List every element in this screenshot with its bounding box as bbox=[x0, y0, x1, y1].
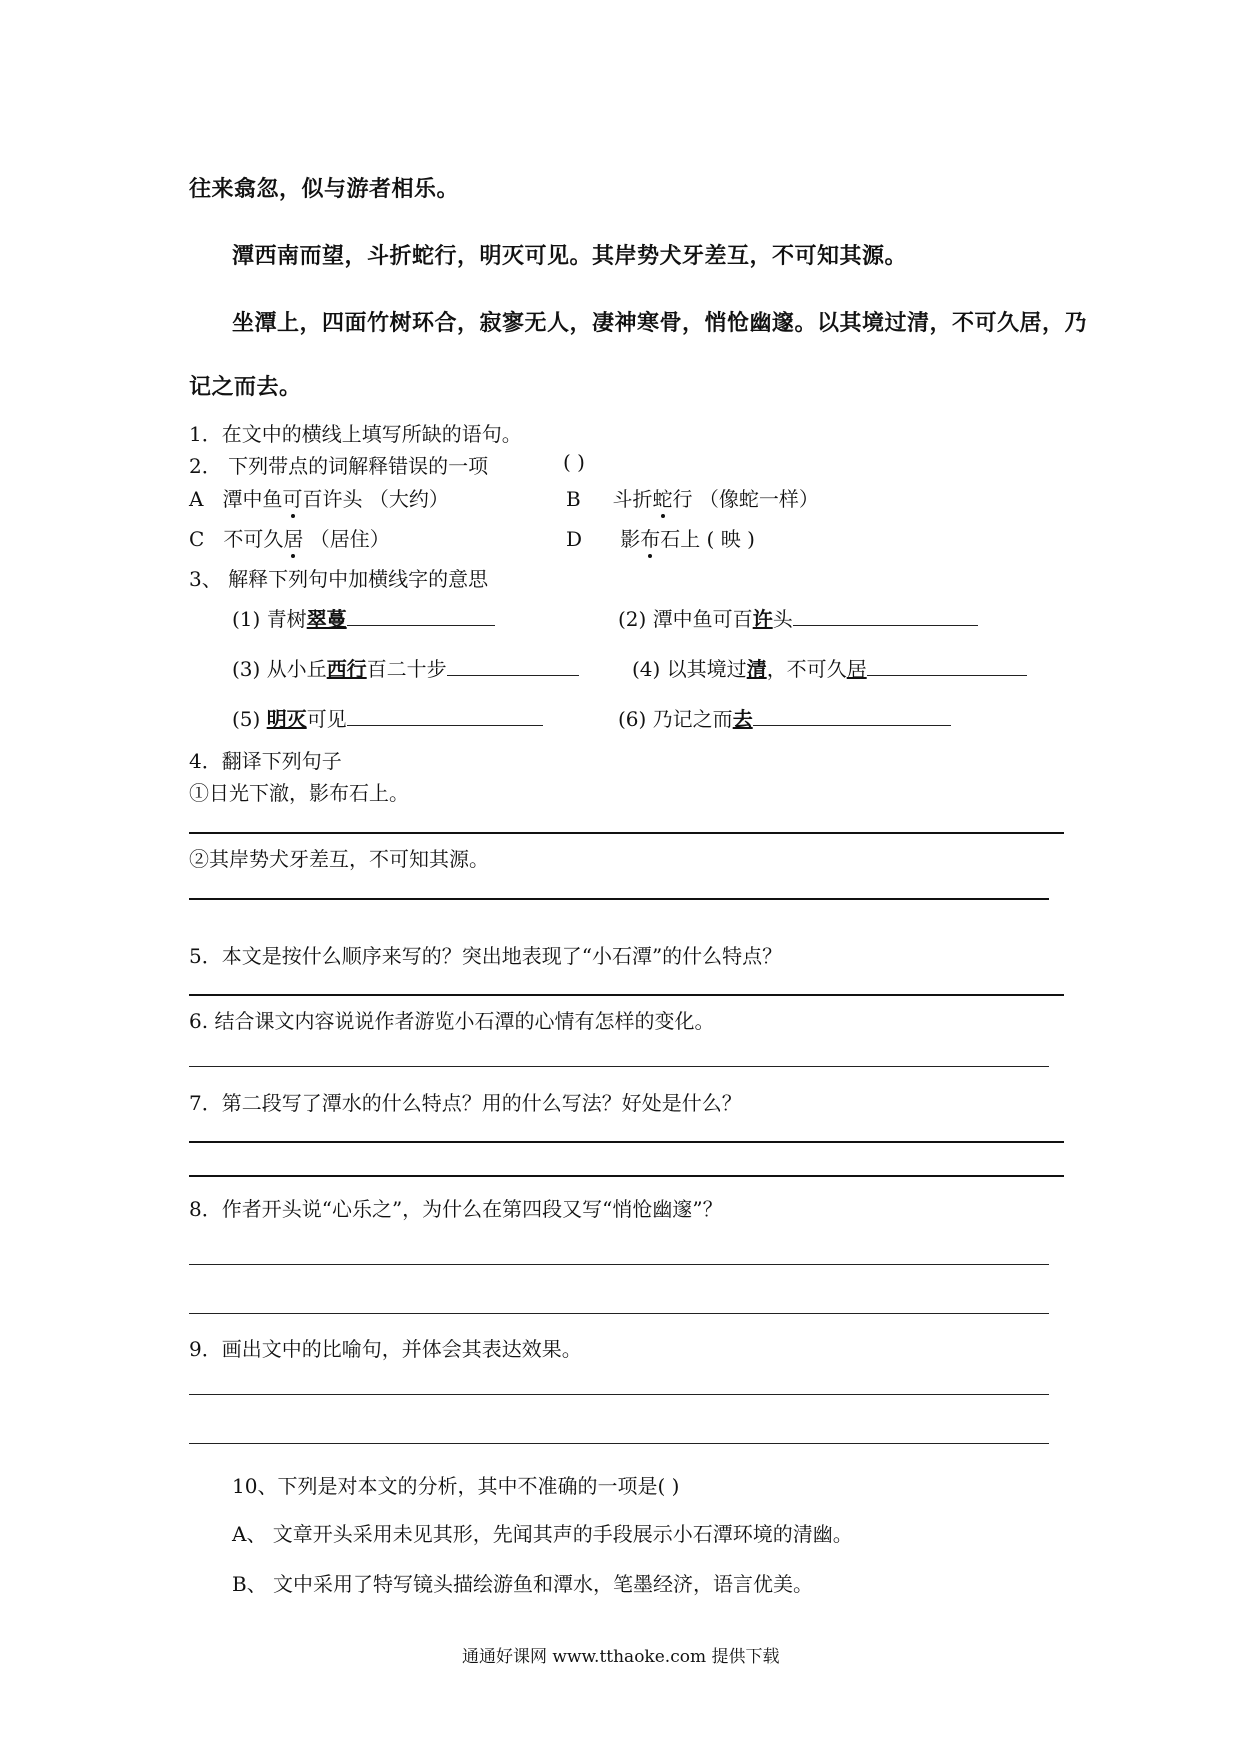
answer-blank[interactable] bbox=[347, 707, 543, 726]
option-text: 行 （像蛇一样） bbox=[672, 487, 819, 511]
question-2-stem: 2． 下列带点的词解释错误的一项 bbox=[189, 454, 489, 478]
option-d bbox=[566, 523, 755, 552]
dotted-word: 可 bbox=[282, 487, 303, 511]
item-text: 百二十步 bbox=[366, 657, 447, 681]
question-4-stem: 4．翻译下列句子 bbox=[189, 749, 342, 773]
answer-line[interactable] bbox=[189, 1313, 1049, 1314]
answer-line[interactable] bbox=[189, 1141, 1064, 1143]
answer-line[interactable] bbox=[189, 1066, 1049, 1067]
answer-blank[interactable] bbox=[347, 607, 495, 626]
question-9: 9．画出文中的比喻句，并体会其表达效果。 bbox=[189, 1337, 582, 1361]
item-text: ，不可久 bbox=[766, 657, 847, 681]
option-label: C bbox=[189, 527, 205, 551]
option-text: 不可久 bbox=[223, 527, 284, 551]
translate-sentence-2: ②其岸势犬牙差互，不可知其源。 bbox=[189, 847, 489, 871]
answer-blank[interactable] bbox=[447, 657, 579, 676]
dotted-word: 布 bbox=[640, 527, 661, 551]
passage-paragraph: 潭西南而望，斗折蛇行，明灭可见。其岸势犬牙差互，不可知其源。 bbox=[232, 244, 908, 269]
underlined-word: 清 bbox=[746, 657, 767, 681]
question-7: 7．第二段写了潭水的什么特点？用的什么写法？好处是什么？ bbox=[189, 1091, 742, 1115]
option-text: 潭中鱼 bbox=[222, 487, 283, 511]
question-1: 1．在文中的横线上填写所缺的语句。 bbox=[189, 422, 522, 446]
underlined-word: 许 bbox=[752, 607, 773, 631]
question-8: 8．作者开头说“心乐之”，为什么在第四段又写“悄怆幽邃”？ bbox=[189, 1197, 723, 1221]
answer-paren: ( ) bbox=[563, 450, 585, 474]
dotted-word: 蛇 bbox=[652, 487, 673, 511]
underlined-word: 西行 bbox=[326, 657, 367, 681]
option-label: B bbox=[566, 487, 581, 511]
question-3-stem: 3、 解释下列句中加横线字的意思 bbox=[189, 567, 489, 591]
q3-item-1 bbox=[232, 603, 495, 632]
q3-item-4 bbox=[632, 653, 1027, 682]
q10-option-a: A、 文章开头采用未见其形，先闻其声的手段展示小石潭环境的清幽。 bbox=[232, 1522, 853, 1546]
option-label: A bbox=[189, 487, 204, 511]
question-6: 6. 结合课文内容说说作者游览小石潭的心情有怎样的变化。 bbox=[189, 1009, 715, 1033]
answer-blank[interactable] bbox=[753, 707, 951, 726]
answer-line[interactable] bbox=[189, 1443, 1049, 1444]
q3-item-5 bbox=[232, 703, 543, 732]
underlined-word: 翠蔓 bbox=[306, 607, 347, 631]
question-5: 5．本文是按什么顺序来写的？突出地表现了“小石潭”的什么特点？ bbox=[189, 944, 783, 968]
question-10-stem: 10、下列是对本文的分析，其中不准确的一项是( ) bbox=[232, 1474, 680, 1498]
option-b bbox=[566, 483, 819, 512]
option-text: 石上 ( 映 ) bbox=[660, 527, 755, 551]
item-text: 头 bbox=[772, 607, 793, 631]
q10-option-b: B、 文中采用了特写镜头描绘游鱼和潭水，笔墨经济，语言优美。 bbox=[232, 1572, 814, 1596]
answer-line[interactable] bbox=[189, 1394, 1049, 1395]
page-footer: 通通好课网 www.tthaoke.com 提供下载 bbox=[462, 1647, 780, 1667]
answer-line[interactable] bbox=[189, 832, 1064, 834]
option-c bbox=[189, 523, 390, 552]
option-text: （居住） bbox=[303, 527, 390, 551]
answer-blank[interactable] bbox=[867, 657, 1027, 676]
passage-line: 往来翕忽，似与游者相乐。 bbox=[189, 177, 460, 202]
option-a bbox=[189, 483, 449, 512]
option-label: D bbox=[566, 527, 583, 551]
underlined-word: 去 bbox=[732, 707, 753, 731]
passage-paragraph: 坐潭上，四面竹树环合，寂寥无人，凄神寒骨，悄怆幽邃。以其境过清，不可久居，乃 bbox=[232, 311, 1088, 336]
item-text: (5) bbox=[232, 707, 267, 731]
option-text: 影 bbox=[620, 527, 641, 551]
answer-line[interactable] bbox=[189, 994, 1064, 996]
dotted-word: 居 bbox=[283, 527, 304, 551]
answer-blank[interactable] bbox=[793, 607, 978, 626]
item-text: 可见 bbox=[306, 707, 347, 731]
passage-line: 记之而去。 bbox=[189, 375, 302, 400]
q3-item-6 bbox=[618, 703, 951, 732]
underlined-word: 明灭 bbox=[266, 707, 307, 731]
answer-line[interactable] bbox=[189, 1175, 1064, 1177]
item-text: (3) 从小丘 bbox=[232, 657, 327, 681]
answer-line[interactable] bbox=[189, 1264, 1049, 1265]
answer-line[interactable] bbox=[189, 898, 1049, 900]
translate-sentence-1: ①日光下澈，影布石上。 bbox=[189, 781, 409, 805]
item-text: (2) 潭中鱼可百 bbox=[618, 607, 753, 631]
q3-item-2 bbox=[618, 603, 978, 632]
item-text: (4) 以其境过 bbox=[632, 657, 747, 681]
option-text: 百许头 （大约） bbox=[302, 487, 449, 511]
item-text: (6) 乃记之而 bbox=[618, 707, 733, 731]
q3-item-3 bbox=[232, 653, 579, 682]
option-text: 斗折 bbox=[612, 487, 653, 511]
underlined-word: 居 bbox=[846, 657, 867, 681]
item-text: (1) 青树 bbox=[232, 607, 307, 631]
